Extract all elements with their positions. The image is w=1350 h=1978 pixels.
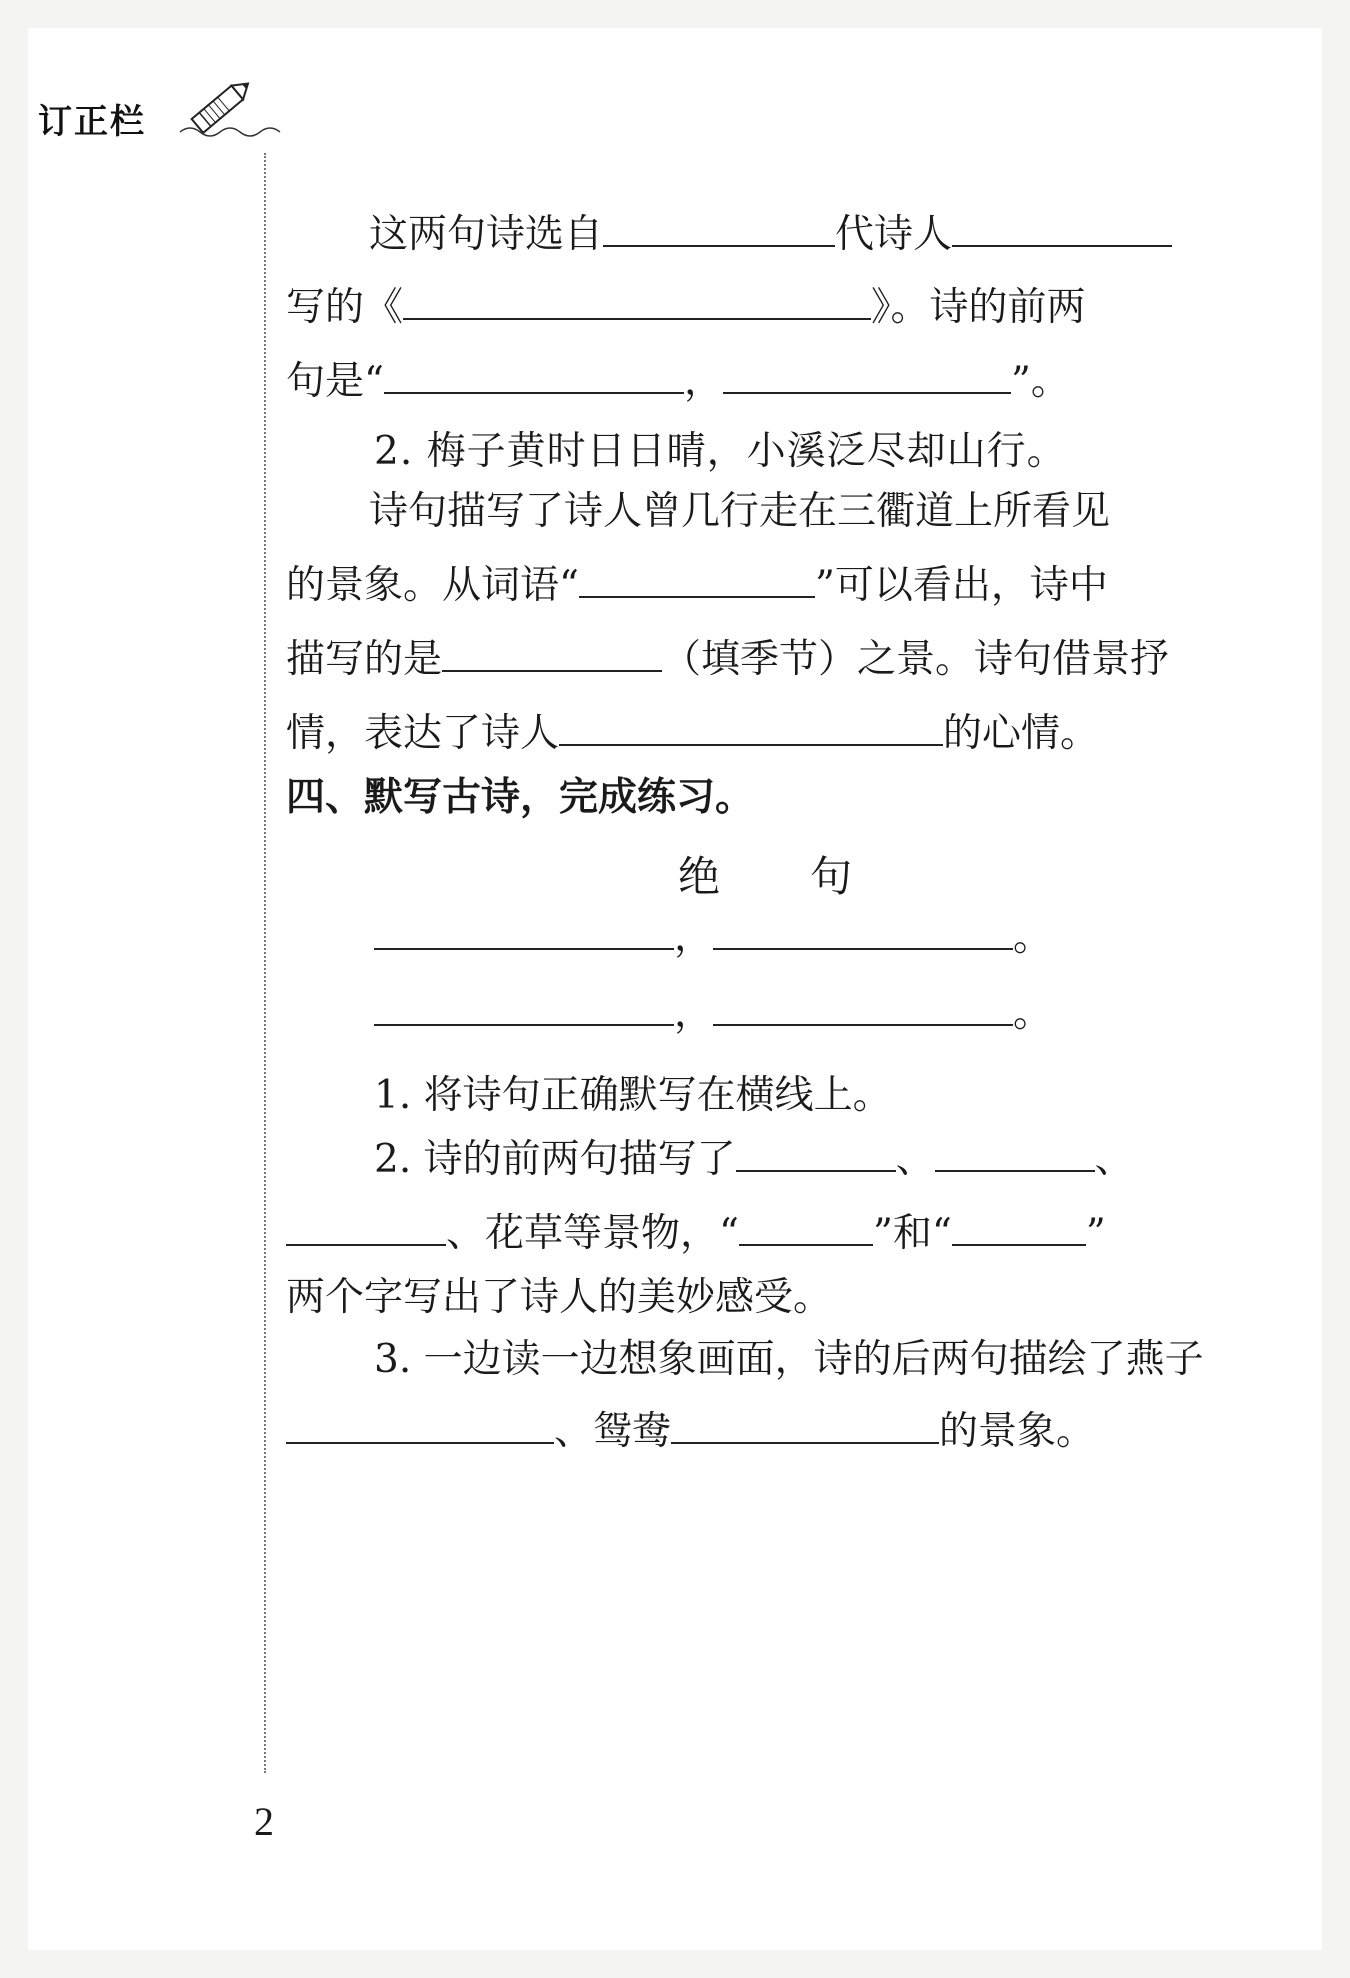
mandarin-duck-blank[interactable] <box>671 1412 939 1444</box>
text: 的景象。 <box>939 1409 1096 1454</box>
text: 、花草等景物，“ <box>446 1211 739 1256</box>
text: 代诗人 <box>835 212 953 257</box>
text: 描写的是 <box>286 637 443 682</box>
dynasty-blank[interactable] <box>603 215 835 247</box>
text: 、 <box>1094 1137 1134 1182</box>
text: 、 <box>895 1137 935 1182</box>
period: 。 <box>1013 915 1053 960</box>
section-4-heading: 四、默写古诗，完成练习。 <box>286 775 755 820</box>
swallow-blank[interactable] <box>286 1412 554 1444</box>
s4-q3-line-2 <box>286 1408 1095 1456</box>
scenery-blank-3[interactable] <box>286 1214 446 1246</box>
text: 2. 诗的前两句描写了 <box>374 1137 736 1182</box>
poet-blank[interactable] <box>952 215 1172 247</box>
correction-column-title: 订正栏 <box>38 102 146 142</box>
s4-q3-line-1: 3. 一边读一边想象画面，诗的后两句描绘了燕子 <box>374 1337 1204 1382</box>
poem-title-blank[interactable] <box>403 288 871 320</box>
scenery-blank-2[interactable] <box>935 1140 1095 1172</box>
q1-line-2 <box>286 284 1086 332</box>
season-blank[interactable] <box>442 640 662 672</box>
text: 这两句诗选自 <box>369 212 604 257</box>
feeling-blank[interactable] <box>559 714 943 746</box>
pencil-icon <box>178 80 288 144</box>
text: 》。诗的前两 <box>871 285 1086 330</box>
period: 。 <box>1013 991 1053 1036</box>
text: 、鸳鸯 <box>554 1409 672 1454</box>
text: ”可以看出，诗中 <box>814 563 1108 608</box>
text: （填季节）之景。诗句借景抒 <box>662 637 1170 682</box>
comma: ， <box>674 915 714 960</box>
margin-dotted-rule <box>264 153 266 1773</box>
text: 句是“ <box>286 359 384 404</box>
text: ” <box>1085 1211 1106 1256</box>
q2-line-1: 诗句描写了诗人曾几行走在三衢道上所看见 <box>369 489 1111 534</box>
q1-line-1 <box>369 211 1172 259</box>
first-line-blank[interactable] <box>384 362 684 394</box>
text: ”和“ <box>872 1211 952 1256</box>
s4-q2-line-2 <box>286 1210 1106 1258</box>
s4-q1: 1. 将诗句正确默写在横线上。 <box>374 1073 892 1118</box>
text: 的景象。从词语“ <box>286 563 579 608</box>
poem-line-4-blank[interactable] <box>713 994 1013 1026</box>
scenery-blank-1[interactable] <box>736 1140 896 1172</box>
poem-title: 绝 句 <box>677 852 854 901</box>
text: ”。 <box>1010 359 1070 404</box>
q2-line-4 <box>286 710 1099 758</box>
q2-line-3 <box>286 636 1169 684</box>
text: 情，表达了诗人 <box>286 711 560 756</box>
s4-q2-line-3: 两个字写出了诗人的美妙感受。 <box>286 1275 833 1320</box>
word-blank[interactable] <box>579 566 815 598</box>
second-line-blank[interactable] <box>723 362 1011 394</box>
q2-line-2 <box>286 562 1108 610</box>
q1-line-3 <box>286 358 1070 406</box>
poem-line-1-blank[interactable] <box>374 918 674 950</box>
workbook-page <box>28 28 1322 1950</box>
text: 的心情。 <box>943 711 1100 756</box>
poem-line-2-blank[interactable] <box>713 918 1013 950</box>
text: ， <box>683 359 723 404</box>
text: 写的《 <box>286 285 404 330</box>
word-blank-2[interactable] <box>952 1214 1086 1246</box>
comma: ， <box>674 991 714 1036</box>
poem-blank-line-2 <box>374 990 1052 1038</box>
poem-blank-line-1 <box>374 914 1052 962</box>
q2-poem-line: 2. 梅子黄时日日晴，小溪泛尽却山行。 <box>374 429 1067 474</box>
page-number: 2 <box>254 1799 274 1844</box>
word-blank-1[interactable] <box>739 1214 873 1246</box>
poem-line-3-blank[interactable] <box>374 994 674 1026</box>
s4-q2-line-1 <box>374 1136 1134 1184</box>
